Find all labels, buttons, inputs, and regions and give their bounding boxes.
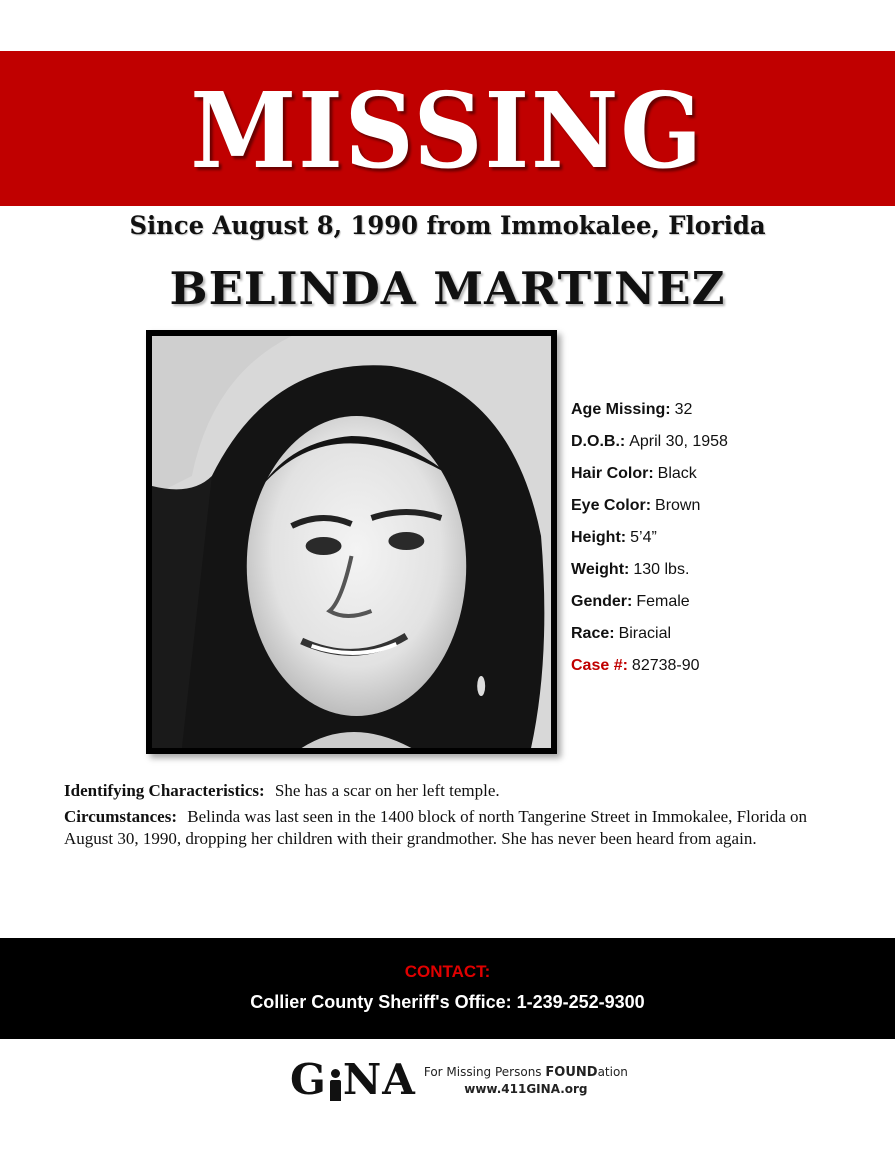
person-icon (329, 1069, 341, 1101)
detail-value: 130 lbs. (633, 561, 690, 578)
contact-phone-line: Collier County Sheriff's Office: 1-239-252-9300 (250, 992, 645, 1012)
gina-logo (290, 1055, 416, 1104)
identifying-text: She has a scar on her left temple. (274, 781, 500, 800)
detail-label: Age Missing: (571, 401, 671, 418)
detail-label: D.O.B.: (571, 433, 626, 450)
detail-value: 5’4” (630, 529, 657, 546)
missing-banner (0, 51, 895, 206)
gina-tagline-line (424, 1064, 628, 1081)
detail-label: Eye Color: (571, 497, 652, 514)
missing-title: MISSING (190, 68, 705, 192)
gina-logo-na: NA (342, 1055, 416, 1104)
detail-hair-color (571, 462, 871, 494)
detail-label: Hair Color: (571, 465, 654, 482)
detail-label: Height: (571, 529, 627, 546)
detail-value: April 30, 1958 (629, 433, 728, 450)
detail-age-missing (571, 398, 871, 430)
gina-tagline (424, 1064, 628, 1097)
detail-eye-color (571, 494, 871, 526)
detail-height (571, 526, 871, 558)
case-info (64, 780, 844, 854)
portrait-image (152, 336, 551, 748)
detail-value: 82738-90 (631, 657, 700, 674)
tagline-prefix: For Missing Persons (423, 1064, 546, 1079)
circumstances-label: Circumstances: (64, 807, 177, 826)
detail-value: Brown (655, 497, 701, 514)
person-name: BELINDA MARTINEZ (169, 262, 726, 315)
tagline-suffix: ation (597, 1064, 628, 1079)
identifying-characteristics (64, 780, 844, 802)
detail-gender (571, 590, 871, 622)
gina-website-link[interactable]: www.411GINA.org (464, 1081, 588, 1096)
missing-since-line: Since August 8, 1990 from Immokalee, Florida (129, 211, 766, 240)
detail-label: Race: (571, 625, 615, 642)
detail-label: Gender: (571, 593, 633, 610)
detail-value: Biracial (618, 625, 672, 642)
circumstances (64, 806, 844, 850)
detail-race (571, 622, 871, 654)
detail-label: Case #: (571, 657, 628, 674)
gina-footer (290, 1055, 650, 1104)
contact-bar (0, 938, 895, 1039)
detail-value: Black (657, 465, 697, 482)
detail-value: 32 (674, 401, 693, 418)
detail-case-number (571, 654, 871, 686)
person-details (571, 398, 871, 686)
tagline-found: FOUND (545, 1064, 598, 1080)
identifying-label: Identifying Characteristics: (64, 781, 265, 800)
detail-value: Female (636, 593, 690, 610)
detail-dob (571, 430, 871, 462)
contact-label: CONTACT: (404, 962, 491, 981)
detail-label: Weight: (571, 561, 630, 578)
circumstances-text: Belinda was last seen in the 1400 block of north Tangerine Street in Immokalee, Florida on August 30, 1990, dropping her children with their grandmother. She has never been heard from again. (64, 807, 808, 848)
person-photo (146, 330, 557, 754)
detail-weight (571, 558, 871, 590)
gina-logo-g: G (290, 1055, 327, 1104)
